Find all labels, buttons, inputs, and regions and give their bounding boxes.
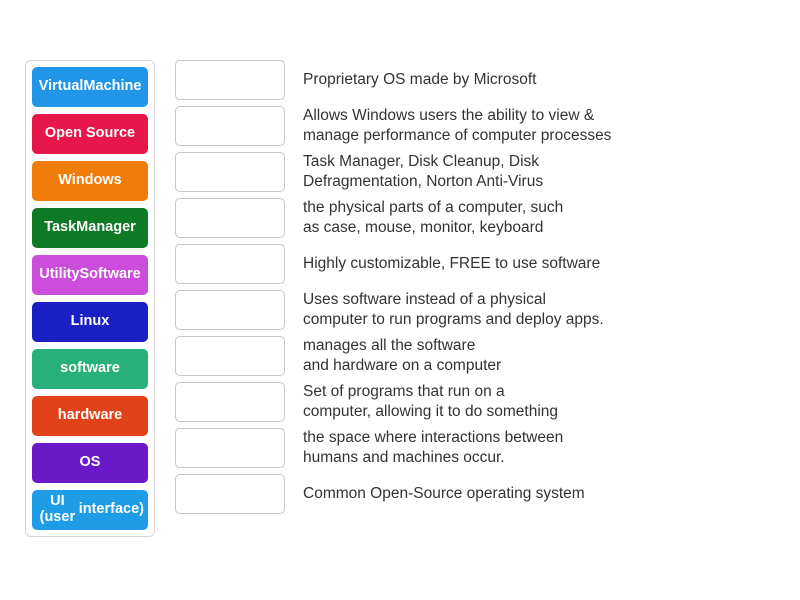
definition-text-line: Proprietary OS made by Microsoft (303, 71, 537, 89)
draggable-tile[interactable] (32, 208, 148, 248)
definition-text (303, 152, 543, 192)
tile-label-line: Task (44, 219, 77, 236)
definition-text (303, 428, 563, 468)
draggable-tile[interactable] (32, 255, 148, 295)
definition-row (175, 198, 775, 238)
definition-row (175, 152, 775, 192)
answer-dropzone[interactable] (175, 428, 285, 468)
definition-text-line: Common Open-Source operating system (303, 485, 585, 503)
tile-label-line: hardware (57, 407, 123, 424)
definition-text-line: Defragmentation, Norton Anti-Virus (303, 173, 544, 190)
answer-dropzone[interactable] (175, 60, 285, 100)
definition-text-line: the space where interactions between (303, 429, 564, 447)
tile-label-line: Open Source (44, 125, 136, 142)
definition-text (303, 484, 585, 504)
definition-row (175, 106, 775, 146)
answer-dropzone[interactable] (175, 244, 285, 284)
definition-text-line: the physical parts of a computer, such (303, 199, 564, 217)
answer-dropzone[interactable] (175, 152, 285, 192)
tile-label-line: software (60, 360, 120, 377)
definition-text-line: computer, allowing it to do something (303, 403, 559, 420)
definition-text-line: Allows Windows users the ability to view & (303, 107, 595, 125)
definition-row (175, 60, 775, 100)
definition-text-line: Highly customizable, FREE to use software (303, 255, 601, 273)
definition-text (303, 382, 558, 422)
definition-text-line: and hardware on a computer (303, 357, 502, 374)
definition-row (175, 336, 775, 376)
draggable-tile[interactable] (32, 396, 148, 436)
draggable-tile[interactable] (32, 114, 148, 154)
answer-dropzone[interactable] (175, 474, 285, 514)
tile-label-line: Virtual (38, 78, 84, 95)
draggable-tile[interactable] (32, 302, 148, 342)
draggable-tile[interactable] (32, 349, 148, 389)
definition-text (303, 106, 611, 146)
draggable-tile-list (25, 60, 155, 537)
definition-row (175, 382, 775, 422)
definition-text-line: Task Manager, Disk Cleanup, Disk (303, 153, 540, 171)
draggable-tile[interactable] (32, 161, 148, 201)
tile-label-line: OS (79, 454, 101, 471)
definition-text-line: manage performance of computer processes (303, 127, 612, 144)
answer-dropzone[interactable] (175, 198, 285, 238)
definition-text (303, 198, 563, 238)
draggable-tile[interactable] (32, 490, 148, 530)
definition-row (175, 244, 775, 284)
tile-label-line: Windows (58, 172, 122, 189)
tile-label-line: Machine (83, 78, 142, 95)
definition-text (303, 336, 501, 376)
tile-label-line: Linux (70, 313, 110, 330)
tile-label-line: Manager (76, 219, 136, 236)
definition-text (303, 290, 604, 330)
tile-label-line: Utility (39, 266, 80, 283)
definition-text-line: computer to run programs and deploy apps. (303, 311, 604, 328)
answer-dropzone[interactable] (175, 382, 285, 422)
draggable-tile[interactable] (32, 67, 148, 107)
tile-label-line: interface) (78, 501, 144, 518)
answer-dropzone[interactable] (175, 290, 285, 330)
tile-label-line: UI (user (39, 493, 76, 525)
definition-text-line: as case, mouse, monitor, keyboard (303, 219, 544, 236)
definition-row-list (175, 60, 775, 514)
definition-text (303, 70, 536, 90)
answer-dropzone[interactable] (175, 106, 285, 146)
definition-text-line: humans and machines occur. (303, 449, 505, 466)
definition-text-line: Set of programs that run on a (303, 383, 505, 401)
definition-text-line: manages all the software (303, 337, 476, 355)
answer-dropzone[interactable] (175, 336, 285, 376)
definition-row (175, 290, 775, 330)
definition-text (303, 254, 600, 274)
definition-row (175, 474, 775, 514)
draggable-tile[interactable] (32, 443, 148, 483)
tile-label-line: Software (79, 266, 141, 283)
definition-text-line: Uses software instead of a physical (303, 291, 546, 309)
definition-row (175, 428, 775, 468)
